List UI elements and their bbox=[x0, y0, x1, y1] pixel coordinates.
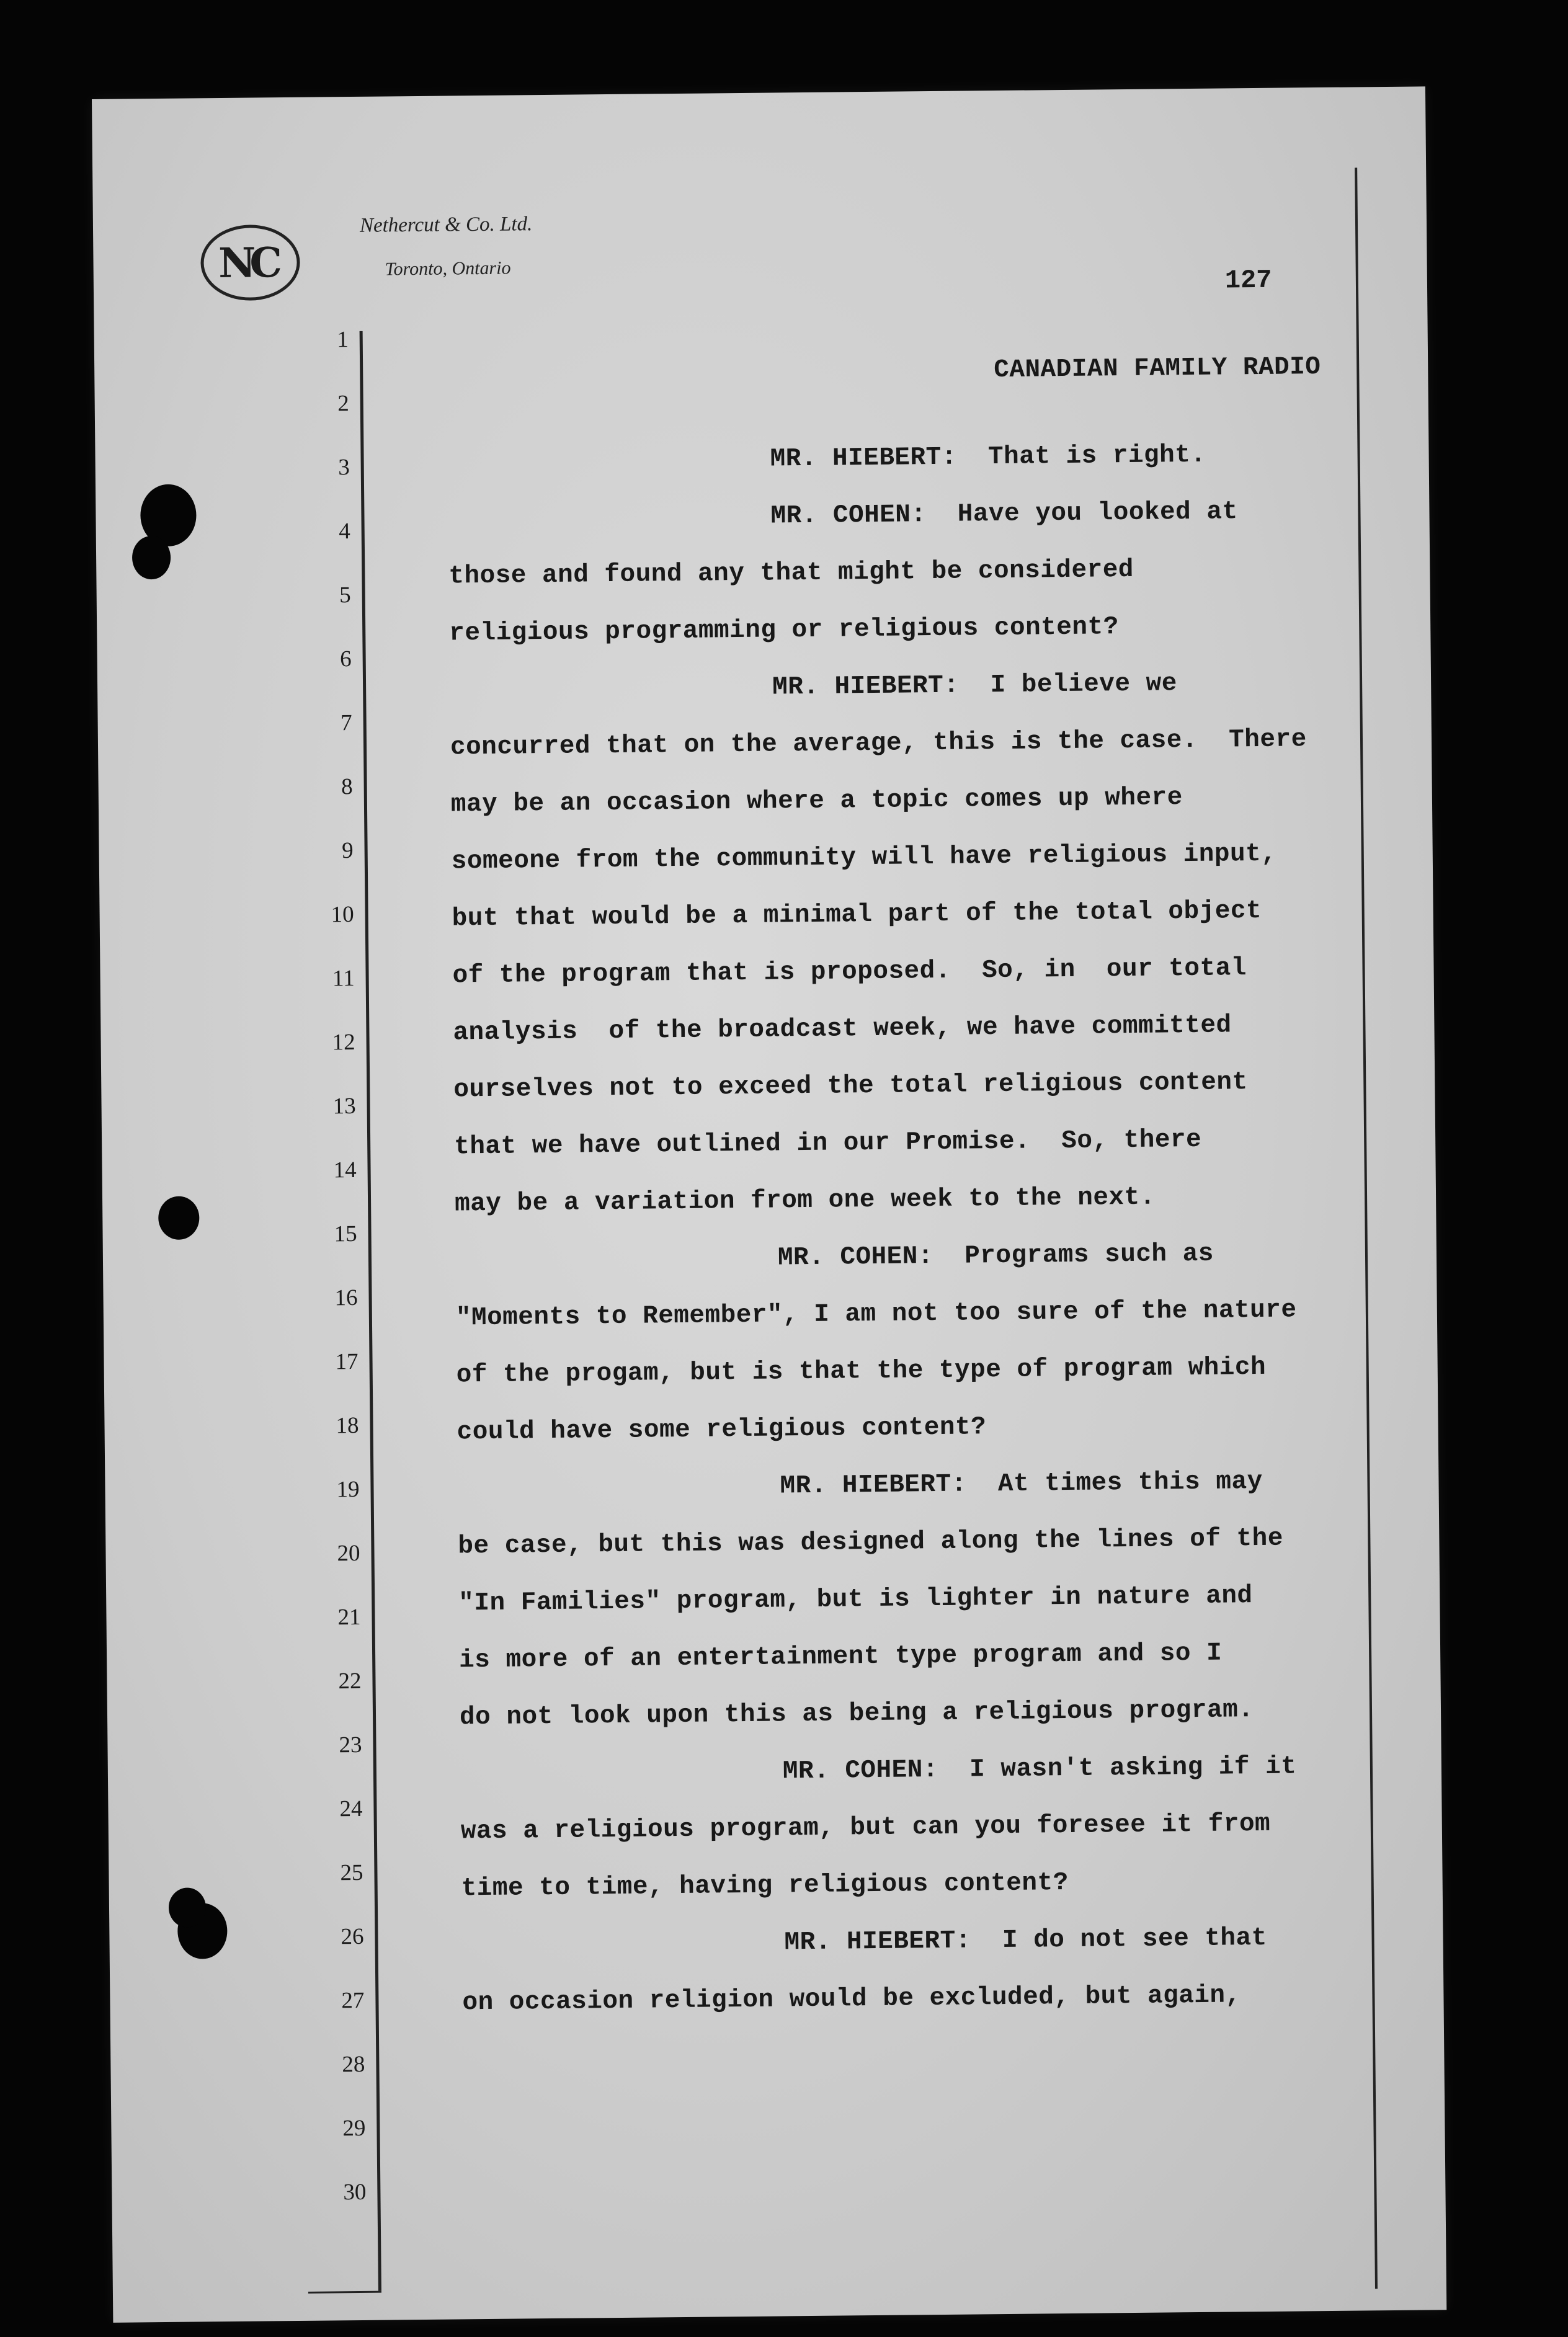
transcript-line: was a religious program, but can you foresee it from bbox=[460, 1809, 1271, 1846]
line-number: 1 bbox=[337, 327, 349, 353]
line-number: 20 bbox=[337, 1540, 360, 1567]
transcript-line: "Moments to Remember", I am not too sure of the nature bbox=[455, 1296, 1297, 1333]
transcript-line: analysis of the broadcast week, we have committed bbox=[453, 1011, 1232, 1048]
speaker-line: MR. HIEBERT: That is right. bbox=[770, 440, 1206, 474]
transcript-line: "In Families" program, but is lighter in nature and bbox=[458, 1582, 1253, 1618]
transcript-line: but that would be a minimal part of the total object bbox=[452, 896, 1262, 933]
transcript-line: may be an occasion where a topic comes up where bbox=[450, 783, 1183, 819]
transcript-line: those and found any that might be considered bbox=[448, 555, 1134, 591]
line-number: 27 bbox=[341, 1987, 365, 2014]
firm-name: Nethercut & Co. Ltd. bbox=[359, 213, 533, 237]
line-number: 14 bbox=[333, 1157, 357, 1183]
line-number: 5 bbox=[339, 582, 351, 608]
line-number: 30 bbox=[343, 2179, 367, 2206]
transcript-line: could have some religious content? bbox=[457, 1413, 987, 1447]
line-number: 13 bbox=[332, 1093, 356, 1120]
line-number: 10 bbox=[331, 902, 354, 928]
punch-hole-middle bbox=[158, 1196, 200, 1240]
line-number: 19 bbox=[336, 1476, 360, 1503]
speaker-line: MR. COHEN: I wasn't asking if it bbox=[782, 1752, 1297, 1786]
line-number: 26 bbox=[341, 1923, 364, 1950]
line-number: 9 bbox=[341, 838, 354, 864]
transcript-line: of the program that is proposed. So, in our total bbox=[452, 954, 1247, 990]
speaker-line: MR. COHEN: Have you looked at bbox=[770, 497, 1238, 531]
line-number: 4 bbox=[339, 519, 350, 545]
transcript-paper bbox=[92, 86, 1446, 2322]
transcript-line: may be a variation from one week to the next. bbox=[454, 1183, 1156, 1219]
line-number: 16 bbox=[334, 1284, 358, 1311]
transcript-line: religious programming or religious content? bbox=[449, 613, 1119, 648]
line-number: 2 bbox=[337, 391, 349, 417]
line-number: 7 bbox=[340, 710, 352, 736]
transcript-line: that we have outlined in our Promise. So, there bbox=[454, 1125, 1202, 1162]
transcript-line: do not look upon this as being a religious program. bbox=[459, 1696, 1254, 1732]
right-margin-rule bbox=[1355, 167, 1378, 2289]
line-number: 3 bbox=[338, 455, 350, 481]
firm-logo: NC bbox=[200, 225, 300, 301]
speaker-line: MR. HIEBERT: At times this may bbox=[780, 1467, 1263, 1501]
transcript-line: of the progam, but is that the type of program which bbox=[456, 1353, 1267, 1390]
line-number: 11 bbox=[332, 965, 355, 992]
punch-hole-bottom-lower bbox=[169, 1887, 207, 1928]
line-number: 17 bbox=[335, 1348, 359, 1375]
speaker-line: MR. HIEBERT: I do not see that bbox=[784, 1923, 1268, 1957]
firm-location: Toronto, Ontario bbox=[385, 257, 511, 280]
line-number: 29 bbox=[342, 2115, 366, 2142]
transcript-line: someone from the community will have religious input, bbox=[451, 839, 1277, 876]
transcript-line: time to time, having religious content? bbox=[461, 1869, 1069, 1903]
line-number: 23 bbox=[339, 1732, 362, 1758]
transcript-line: on occasion religion would be excluded, but again, bbox=[462, 1981, 1241, 2018]
line-number: 28 bbox=[342, 2051, 365, 2078]
transcript-line: is more of an entertainment type program and so I bbox=[458, 1639, 1223, 1675]
line-number: 8 bbox=[341, 774, 353, 800]
transcript-heading: CANADIAN FAMILY RADIO bbox=[994, 353, 1321, 385]
page-number: 127 bbox=[1224, 265, 1272, 296]
punch-hole-top-lower bbox=[132, 536, 171, 580]
line-number: 25 bbox=[340, 1859, 363, 1886]
transcript-line: ourselves not to exceed the total religious content bbox=[453, 1068, 1248, 1105]
line-number: 15 bbox=[334, 1221, 357, 1247]
line-number: 12 bbox=[332, 1029, 355, 1056]
line-number: 18 bbox=[336, 1412, 359, 1439]
line-number: 21 bbox=[337, 1604, 361, 1631]
speaker-line: MR. HIEBERT: I believe we bbox=[772, 669, 1178, 702]
line-number: 22 bbox=[338, 1668, 362, 1694]
speaker-line: MR. COHEN: Programs such as bbox=[777, 1239, 1214, 1273]
transcript-line: concurred that on the average, this is the case. There bbox=[450, 725, 1307, 762]
bottom-margin-rule bbox=[308, 2291, 381, 2294]
transcript-line: be case, but this was designed along the lines of the bbox=[458, 1524, 1284, 1561]
line-number: 6 bbox=[339, 646, 352, 672]
line-number: 24 bbox=[339, 1796, 363, 1822]
